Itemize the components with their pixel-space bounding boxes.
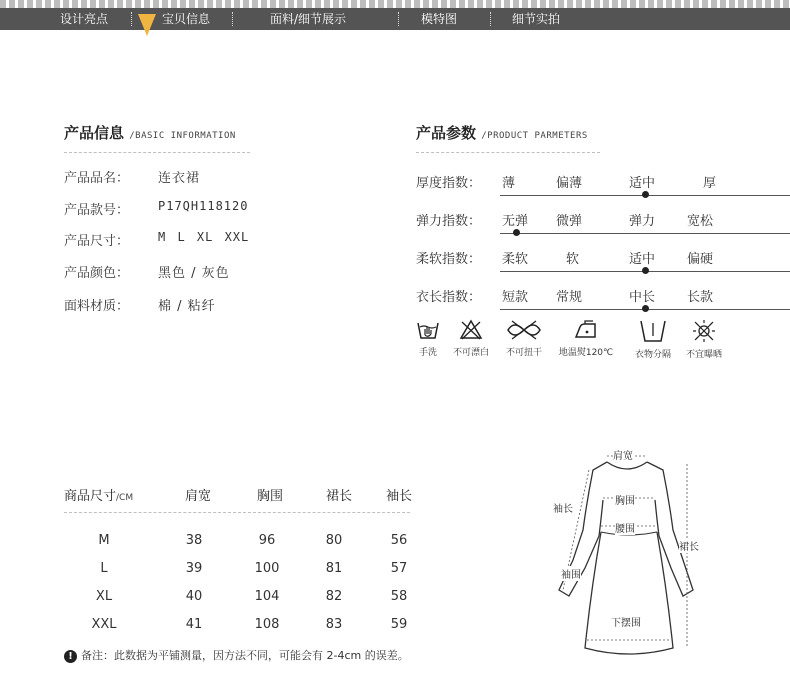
section-nav-bar — [0, 8, 790, 30]
size-table-unit: /CM — [116, 493, 134, 503]
param-option-selected: 中长 — [629, 290, 656, 305]
param-selected-dot — [642, 191, 649, 198]
care-label: 衣物分隔 — [634, 350, 671, 360]
info-value: 黑色 / 灰色 — [158, 266, 230, 281]
size-value: 96 — [258, 533, 276, 548]
param-option: 厚 — [703, 176, 717, 191]
care-item-no-wring — [494, 318, 554, 358]
product-params-divider — [416, 152, 600, 153]
param-label: 柔软指数： — [416, 252, 482, 267]
nav-item-detail-shots[interactable]: 细节实拍 — [512, 12, 561, 26]
param-option: 常规 — [556, 290, 583, 305]
info-label: 产品颜色： — [64, 266, 130, 281]
param-row-elasticity — [416, 210, 716, 232]
size-value: 80 — [325, 533, 343, 548]
care-label: 不宜曝晒 — [685, 350, 722, 360]
param-option-selected: 适中 — [629, 252, 656, 267]
size-value: 108 — [254, 617, 280, 632]
top-decoration-border — [0, 0, 790, 8]
no-sun-dry-icon — [691, 318, 717, 344]
size-value: 82 — [325, 589, 343, 604]
info-value: P17QH118120 — [158, 199, 249, 213]
no-bleach-icon — [458, 318, 484, 342]
param-selected-dot — [642, 267, 649, 274]
diagram-label-chest: 胸围 — [615, 492, 635, 507]
size-value: 57 — [390, 561, 408, 576]
param-selected-dot — [513, 229, 520, 236]
size-table-title-text: 商品尺寸 — [64, 489, 117, 504]
param-option: 短款 — [502, 290, 529, 305]
nav-separator — [131, 12, 132, 26]
size-table-divider — [64, 512, 410, 513]
nav-item-fabric-details[interactable]: 面料/细节展示 — [270, 12, 347, 26]
size-col-header: 袖长 — [385, 489, 412, 504]
hand-wash-icon — [415, 318, 441, 342]
info-value: 棉 / 粘纤 — [158, 299, 216, 314]
param-option: 长款 — [687, 290, 714, 305]
param-option: 薄 — [502, 176, 516, 191]
size-value: 81 — [325, 561, 343, 576]
care-label: 不可扭干 — [505, 348, 542, 358]
care-label: 地温熨120℃ — [558, 348, 614, 358]
diagram-label-length: 裙长 — [679, 538, 699, 553]
diagram-label-shoulder: 肩宽 — [613, 447, 633, 462]
warning-icon: ! — [64, 650, 77, 663]
size-label: XXL — [91, 617, 117, 632]
care-label: 不可漂白 — [452, 348, 489, 358]
nav-separator — [232, 12, 233, 26]
param-option-selected: 无弹 — [502, 214, 529, 229]
note-text: 备注：此数据为平铺测量，因方法不同，可能会有 2-4cm 的误差。 — [81, 649, 409, 662]
param-row-length — [416, 286, 716, 308]
dress-measurement-diagram — [545, 440, 715, 665]
nav-item-product-info[interactable]: 宝贝信息 — [162, 12, 211, 26]
size-table-title — [64, 485, 133, 504]
size-value: 41 — [185, 617, 203, 632]
param-row-softness — [416, 248, 716, 270]
param-selected-dot — [642, 305, 649, 312]
product-params-title: 产品参数 — [416, 124, 477, 142]
nav-separator — [398, 12, 399, 26]
care-item-low-iron — [556, 318, 616, 358]
size-value: 56 — [390, 533, 408, 548]
size-col-header: 裙长 — [325, 489, 352, 504]
param-option: 柔软 — [502, 252, 529, 267]
param-option: 宽松 — [687, 214, 714, 229]
size-value: 40 — [185, 589, 203, 604]
product-info-heading — [64, 122, 236, 143]
care-label: 手洗 — [418, 348, 437, 358]
info-label: 产品品名： — [64, 171, 130, 186]
info-label: 产品尺寸： — [64, 234, 130, 249]
size-value: 59 — [390, 617, 408, 632]
active-nav-arrow-icon — [138, 14, 156, 36]
size-label: L — [100, 561, 108, 576]
no-wring-icon — [504, 318, 544, 342]
measurement-note — [64, 647, 409, 663]
param-label: 弹力指数： — [416, 214, 482, 229]
diagram-label-hem: 下摆围 — [611, 614, 641, 629]
nav-separator — [490, 12, 491, 26]
size-col-header: 胸围 — [256, 489, 283, 504]
size-value: 104 — [254, 589, 280, 604]
product-info-title: 产品信息 — [64, 124, 125, 142]
nav-item-design-highlights[interactable]: 设计亮点 — [60, 12, 109, 26]
low-iron-icon — [571, 318, 601, 342]
product-params-subtitle: /PRODUCT PARMETERS — [481, 131, 588, 141]
size-value: 58 — [390, 589, 408, 604]
param-option: 微弹 — [556, 214, 583, 229]
param-label: 厚度指数： — [416, 176, 482, 191]
info-value: 连衣裙 — [158, 171, 201, 186]
info-label: 面料材质： — [64, 299, 130, 314]
param-option-selected: 适中 — [629, 176, 656, 191]
param-option: 偏硬 — [687, 252, 714, 267]
size-value: 100 — [254, 561, 280, 576]
size-label: XL — [95, 589, 113, 604]
info-label: 产品款号： — [64, 203, 130, 218]
param-option: 偏薄 — [556, 176, 583, 191]
param-row-thickness — [416, 172, 716, 194]
size-label: M — [98, 533, 110, 548]
product-params-heading — [416, 122, 588, 143]
wash-separately-icon — [638, 318, 668, 344]
product-info-divider — [64, 152, 250, 153]
diagram-label-waist: 腰围 — [615, 520, 635, 535]
param-option: 软 — [566, 252, 580, 267]
size-value: 39 — [185, 561, 203, 576]
diagram-label-sleeve: 袖长 — [553, 500, 573, 515]
product-info-subtitle: /BASIC INFORMATION — [129, 131, 236, 141]
size-value: 38 — [185, 533, 203, 548]
info-value: M L XL XXL — [158, 230, 250, 244]
nav-item-model-photos[interactable]: 模特图 — [421, 12, 458, 26]
size-value: 83 — [325, 617, 343, 632]
care-item-no-sun-dry — [674, 318, 734, 360]
param-scale-line — [500, 233, 790, 234]
care-item-no-bleach — [441, 318, 501, 358]
param-option: 弹力 — [629, 214, 656, 229]
param-label: 衣长指数： — [416, 290, 482, 305]
size-col-header: 肩宽 — [184, 489, 211, 504]
diagram-label-cuff: 袖围 — [561, 566, 581, 581]
